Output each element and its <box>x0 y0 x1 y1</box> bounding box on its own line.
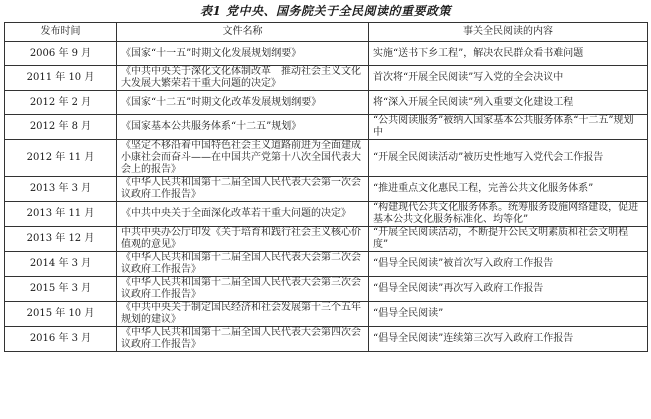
content-cell: 实施“送书下乡工程”，解决农民群众看书难问题 <box>369 42 648 66</box>
document-cell: 《中共中央关于全面深化改革若干重大问题的决定》 <box>117 202 369 227</box>
content-cell: “构建现代公共文化服务体系。统筹服务设施网络建设，促进基本公共文化服务标准化、均等化” <box>369 202 648 227</box>
content-cell: “倡导全民阅读”被首次写入政府工作报告 <box>369 252 648 277</box>
content-cell: 首次将“开展全民阅读”写入党的全会决议中 <box>369 66 648 91</box>
content-cell: “开展全民阅读活动”被历史性地写入党代会工作报告 <box>369 140 648 177</box>
header-date: 发布时间 <box>5 23 117 42</box>
header-content: 事关全民阅读的内容 <box>369 23 648 42</box>
header-row <box>5 23 648 42</box>
table-row <box>5 327 648 352</box>
table-row <box>5 42 648 66</box>
table-row <box>5 115 648 140</box>
content-cell: “倡导全民阅读”再次写入政府工作报告 <box>369 277 648 302</box>
document-cell: 《国家“十一五”时期文化发展规划纲要》 <box>117 42 369 66</box>
content-cell: “公共阅读服务”被纳入国家基本公共服务体系“十二五”规划中 <box>369 115 648 140</box>
content-cell: “倡导全民阅读” <box>369 302 648 327</box>
document-cell: 《中共中央关于制定国民经济和社会发展第十三个五年规划的建议》 <box>117 302 369 327</box>
date-cell: 2013 年 3 月 <box>5 177 117 202</box>
table-body <box>5 42 648 352</box>
document-cell: 《中华人民共和国第十二届全国人民代表大会第二次会议政府工作报告》 <box>117 252 369 277</box>
table-caption: 表1 党中央、国务院关于全民阅读的重要政策 <box>199 4 452 18</box>
table-row <box>5 177 648 202</box>
table-row <box>5 277 648 302</box>
document-cell: 《国家“十二五”时期文化改革发展规划纲要》 <box>117 91 369 115</box>
date-cell: 2006 年 9 月 <box>5 42 117 66</box>
date-cell: 2012 年 2 月 <box>5 91 117 115</box>
policy-table <box>4 22 648 352</box>
header-document: 文件名称 <box>117 23 369 42</box>
document-cell: 《中华人民共和国第十二届全国人民代表大会第四次会议政府工作报告》 <box>117 327 369 352</box>
content-cell: “推进重点文化惠民工程，完善公共文化服务体系” <box>369 177 648 202</box>
document-cell: 《国家基本公共服务体系“十二五”规划》 <box>117 115 369 140</box>
date-cell: 2012 年 11 月 <box>5 140 117 177</box>
table-row <box>5 227 648 252</box>
date-cell: 2015 年 3 月 <box>5 277 117 302</box>
date-cell: 2013 年 12 月 <box>5 227 117 252</box>
date-cell: 2015 年 10 月 <box>5 302 117 327</box>
table-row <box>5 252 648 277</box>
date-cell: 2014 年 3 月 <box>5 252 117 277</box>
date-cell: 2011 年 10 月 <box>5 66 117 91</box>
document-cell: 《中共中央关于深化文化体制改革 推动社会主义文化大发展大繁荣若干重大问题的决定》 <box>117 66 369 91</box>
document-cell: 《中华人民共和国第十二届全国人民代表大会第三次会议政府工作报告》 <box>117 277 369 302</box>
table-row <box>5 66 648 91</box>
table-row <box>5 91 648 115</box>
date-cell: 2012 年 8 月 <box>5 115 117 140</box>
content-cell: “开展全民阅读活动，不断提升公民文明素质和社会文明程度” <box>369 227 648 252</box>
date-cell: 2016 年 3 月 <box>5 327 117 352</box>
document-cell: 中共中央办公厅印发《关于培育和践行社会主义核心价值观的意见》 <box>117 227 369 252</box>
table-row <box>5 140 648 177</box>
document-cell: 《坚定不移沿着中国特色社会主义道路前进为全面建成小康社会而奋斗——在中国共产党第十八次全国代表大会上的报告》 <box>117 140 369 177</box>
content-cell: 将“深入开展全民阅读”列入重要文化建设工程 <box>369 91 648 115</box>
date-cell: 2013 年 11 月 <box>5 202 117 227</box>
content-cell: “倡导全民阅读”连续第三次写入政府工作报告 <box>369 327 648 352</box>
document-cell: 《中华人民共和国第十二届全国人民代表大会第一次会议政府工作报告》 <box>117 177 369 202</box>
table-row <box>5 202 648 227</box>
table-row <box>5 302 648 327</box>
